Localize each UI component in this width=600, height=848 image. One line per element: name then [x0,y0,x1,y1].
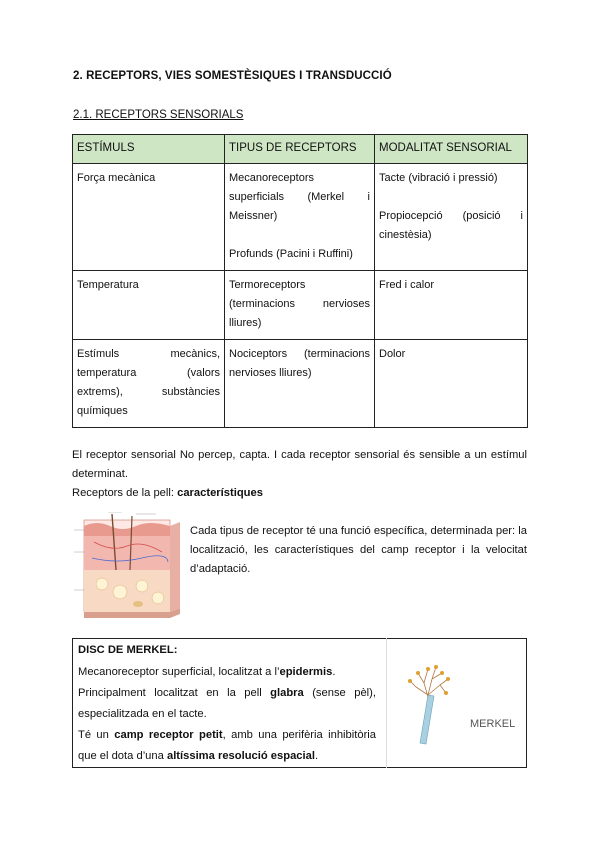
cell-receptors-line: Profunds (Pacini i Ruffini) [229,248,353,260]
merkel-divider [386,638,387,768]
merkel-figure-label: MERKEL [470,718,516,730]
header-stimuli: ESTÍMULS [73,135,225,164]
cell-modality [375,164,528,271]
merkel-receptor-image [398,655,518,745]
text-span: (sense pèl), especialitzada en el tacte. [78,687,376,720]
text-span: . [332,666,336,678]
receptors-table [72,134,528,428]
cell-stimulus: Estímuls mecànics, temperatura (valors extrems), substàncies químiques [73,340,225,428]
cell-modality-line: Propiocepció (posició i cinestèsia) [379,210,523,241]
cell-receptors: Termoreceptors (terminacions nervioses lliures) [225,271,375,340]
header-receptor-types: TIPUS DE RECEPTORS [225,135,375,164]
bold-span: altíssima resolució espacial [166,750,315,762]
merkel-line [78,683,376,725]
cell-receptors-line: Mecanoreceptors superficials (Merkel i Meissner) [229,172,370,222]
paragraph-receptor: El receptor sensorial No percep, capta. I cada receptor sensorial és sensible a un estímul determinat. [72,449,527,480]
merkel-heading: DISC DE MERKEL: [78,644,178,656]
section-title: 2. RECEPTORS, VIES SOMESTÈSIQUES I TRANSDUCCIÓ [73,70,392,82]
text-span: Mecanoreceptor superficial, localitzat a l’ [78,666,280,678]
header-sensory-modality: MODALITAT SENSORIAL [375,135,528,164]
table-row [73,271,528,340]
skin-diagram-image [72,512,184,620]
skin-receptors-description: Cada tipus de receptor té una funció específica, determinada per: la localització, les característiques del camp receptor i la velocitat d’adaptació. [190,525,527,575]
skin-intro-bold: característiques [177,487,263,499]
bold-span: epidermis [279,666,333,678]
table-row [73,340,528,428]
cell-stimulus: Temperatura [73,271,225,340]
cell-stimulus: Força mecànica [73,164,225,271]
cell-receptors [225,164,375,271]
cell-receptors: Nociceptors (terminacions nervioses lliures) [225,340,375,428]
bold-span: camp receptor petit [114,729,223,741]
table-header-row [73,135,528,164]
text-span: Té un [78,729,115,741]
skin-receptors-intro [72,484,527,503]
merkel-line [78,662,376,683]
merkel-description [78,662,376,767]
merkel-line [78,725,376,767]
text-span: Principalment localitzat en la pell [78,687,271,699]
table-row [73,164,528,271]
cell-modality: Fred i calor [375,271,528,340]
subsection-title: 2.1. RECEPTORS SENSORIALS [73,109,244,121]
text-span: , amb una perifèria inhibitòria que el dota d’una [78,729,377,762]
skin-intro-prefix: Receptors de la pell: [72,487,178,499]
cell-modality: Dolor [375,340,528,428]
bold-span: glabra [270,687,304,699]
text-span: . [314,750,319,762]
cell-modality-line: Tacte (vibració i pressió) [379,172,498,184]
